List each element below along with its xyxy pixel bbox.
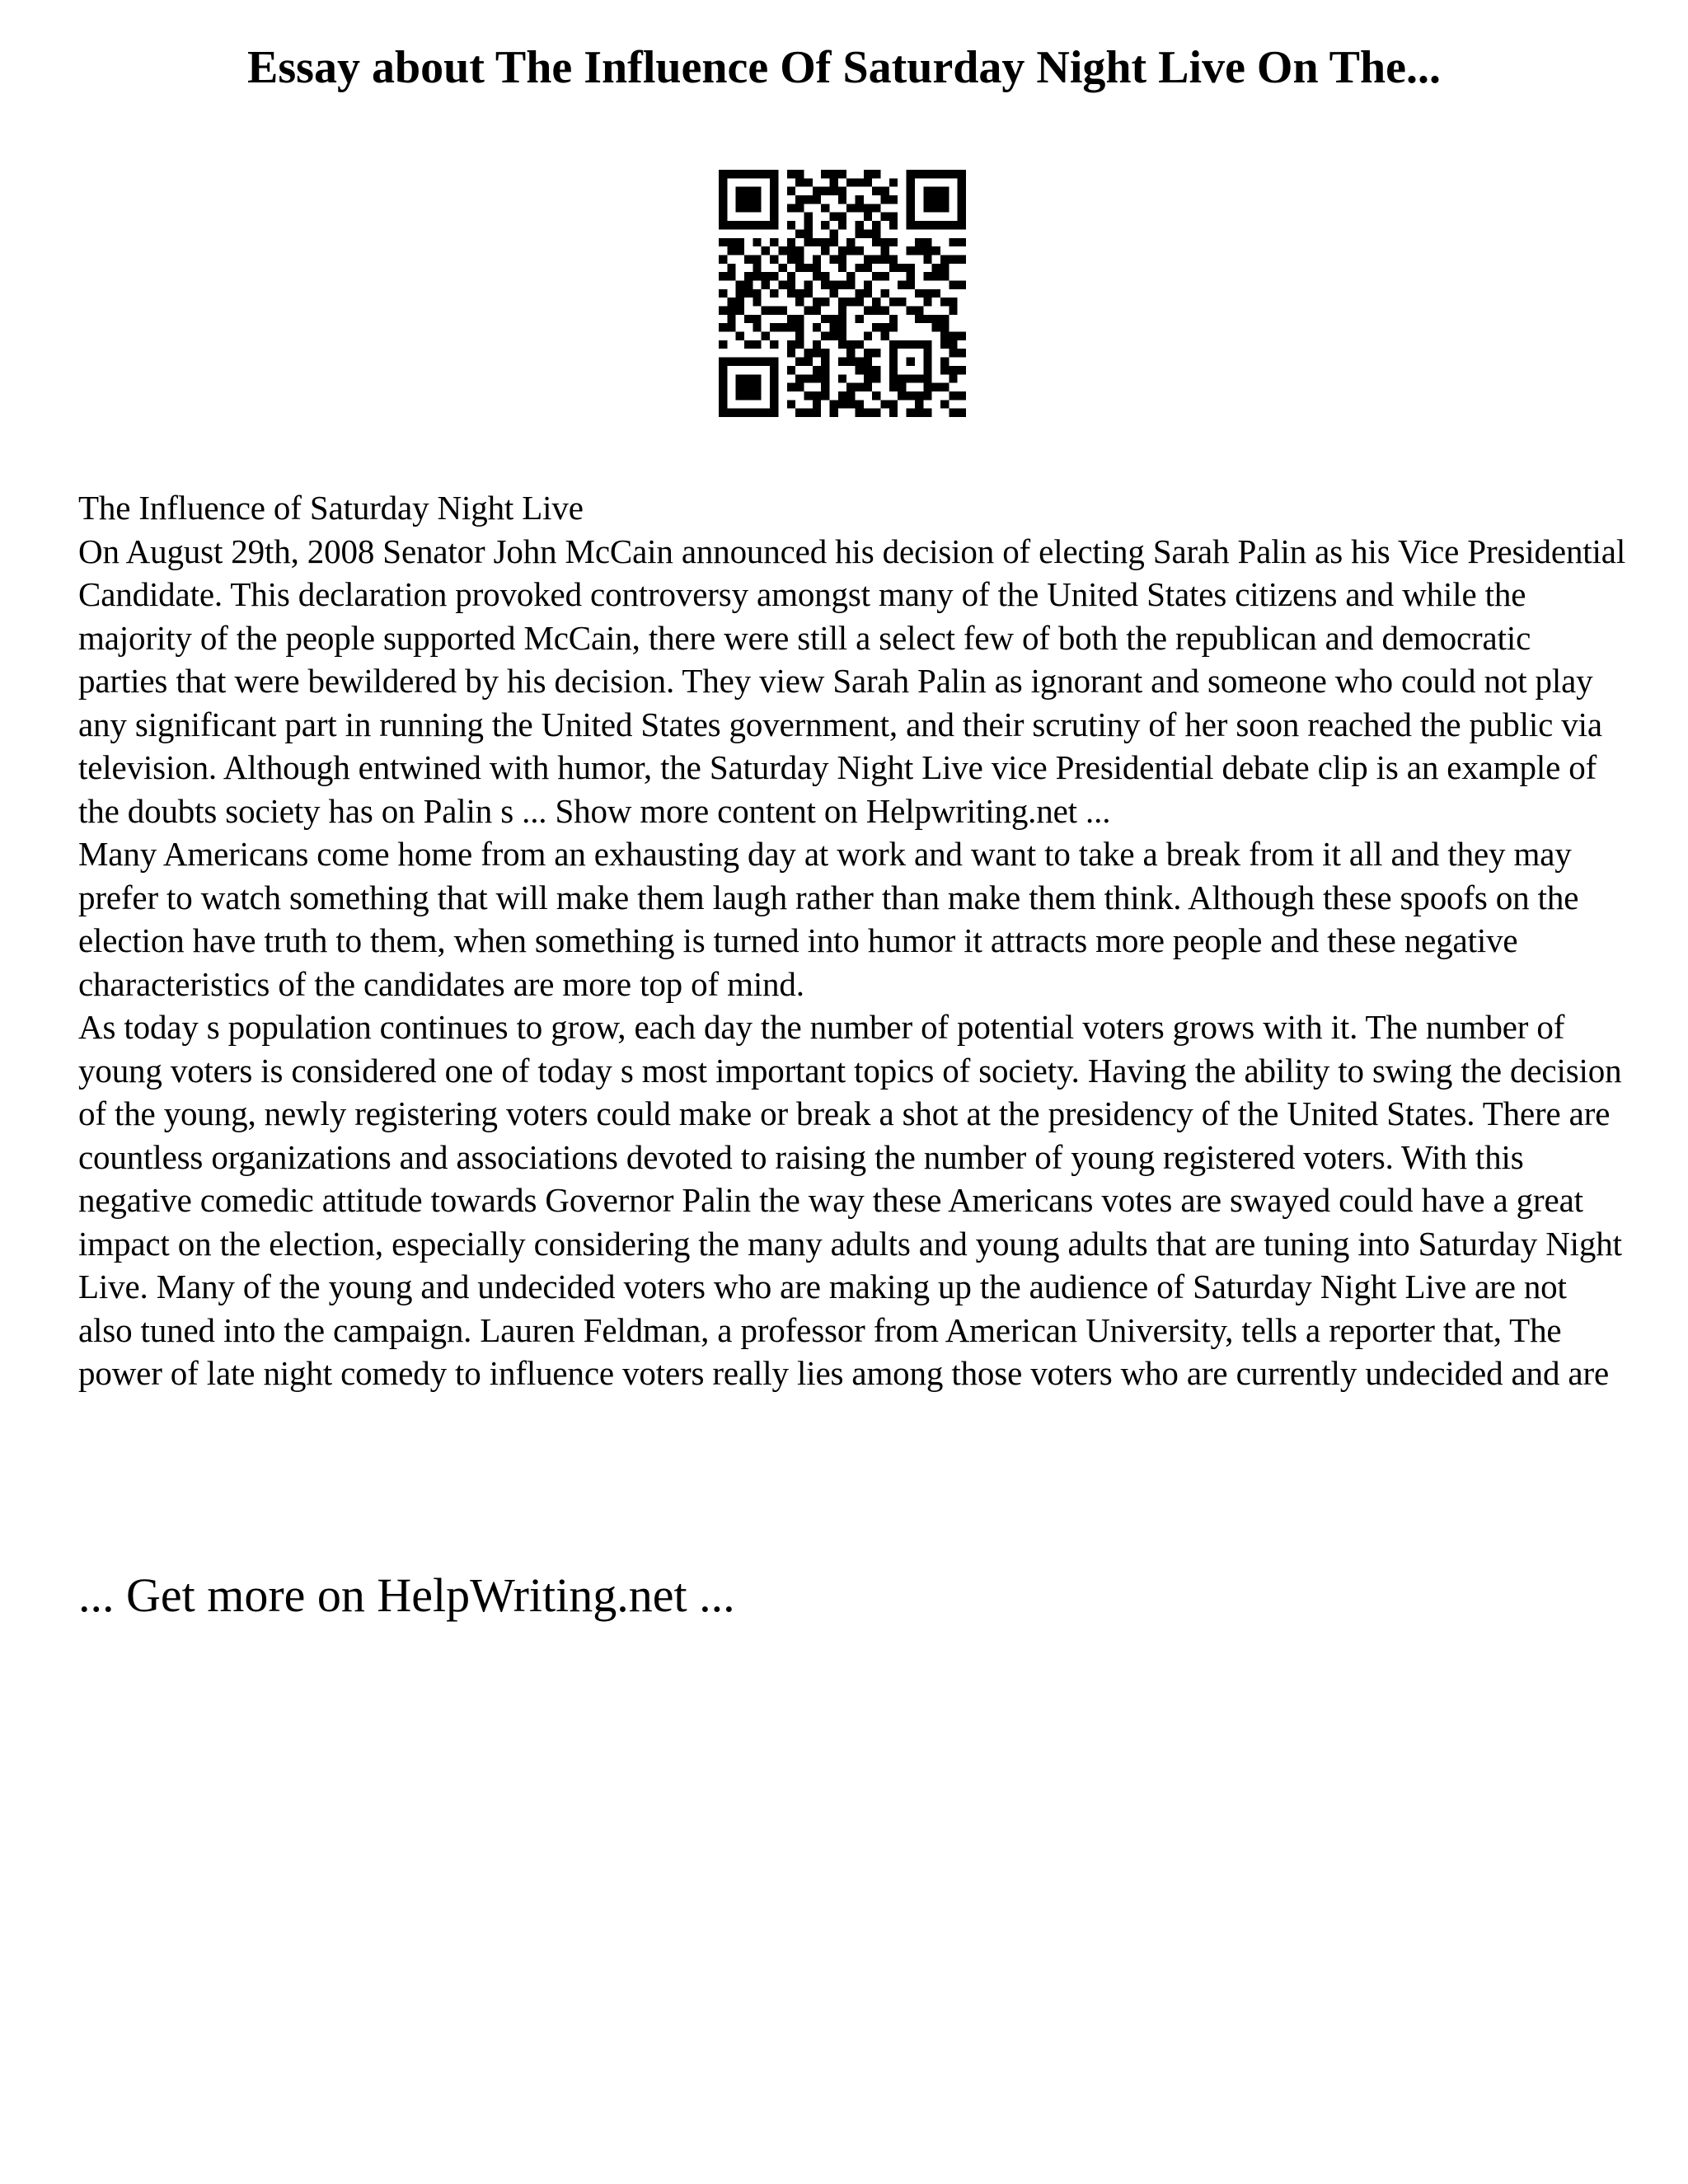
get-more-link[interactable]: ... Get more on HelpWriting.net ...: [78, 1568, 735, 1622]
article-body: [78, 486, 1628, 1395]
article-heading: The Influence of Saturday Night Live: [78, 489, 584, 527]
qr-code-image: [719, 170, 966, 417]
article-paragraph: On August 29th, 2008 Senator John McCain announced his decision of electing Sarah Palin as his Vice Presidential Candidate. This declaration provoked controversy amongst many of the United States citizens and while the majority of the people supported McCain, there were still a select few of both the republican and democratic parties that were bewildered by his decision. They view Sarah Palin as ignorant and someone who could not play any significant part in running the United States government, and their scrutiny of her soon reached the public via television. Although entwined with humor, the Saturday Night Live vice Presidential debate clip is an example of the doubts society has on Palin s ... Show more content on Helpwriting.net ...: [78, 532, 1626, 830]
article-paragraph: Many Americans come home from an exhausting day at work and want to take a break from it all and they may prefer to watch something that will make them laugh rather than make them think. Although these spoofs on the election have truth to them, when something is turned into humor it attracts more people and these negative characteristics of the candidates are more top of mind.: [78, 835, 1579, 1003]
article-paragraph: As today s population continues to grow, each day the number of potential voters grows with it. The number of young voters is considered one of today s most important topics of society. Having the ability to swing the decision of the young, newly registering voters could make or break a shot at the presidency of the United States. There are countless organizations and associations devoted to raising the number of young registered voters. With this negative comedic attitude towards Governor Palin the way these Americans votes are swayed could have a great impact on the election, especially considering the many adults and young adults that are tuning into Saturday Night Live. Many of the young and undecided voters who are making up the audience of Saturday Night Live are not also tuned into the campaign. Lauren Feldman, a professor from American University, tells a reporter that, The power of late night comedy to influence voters really lies among those voters who are currently undecided and are: [78, 1008, 1622, 1392]
page-title: Essay about The Influence Of Saturday Night Live On The...: [247, 42, 1441, 93]
